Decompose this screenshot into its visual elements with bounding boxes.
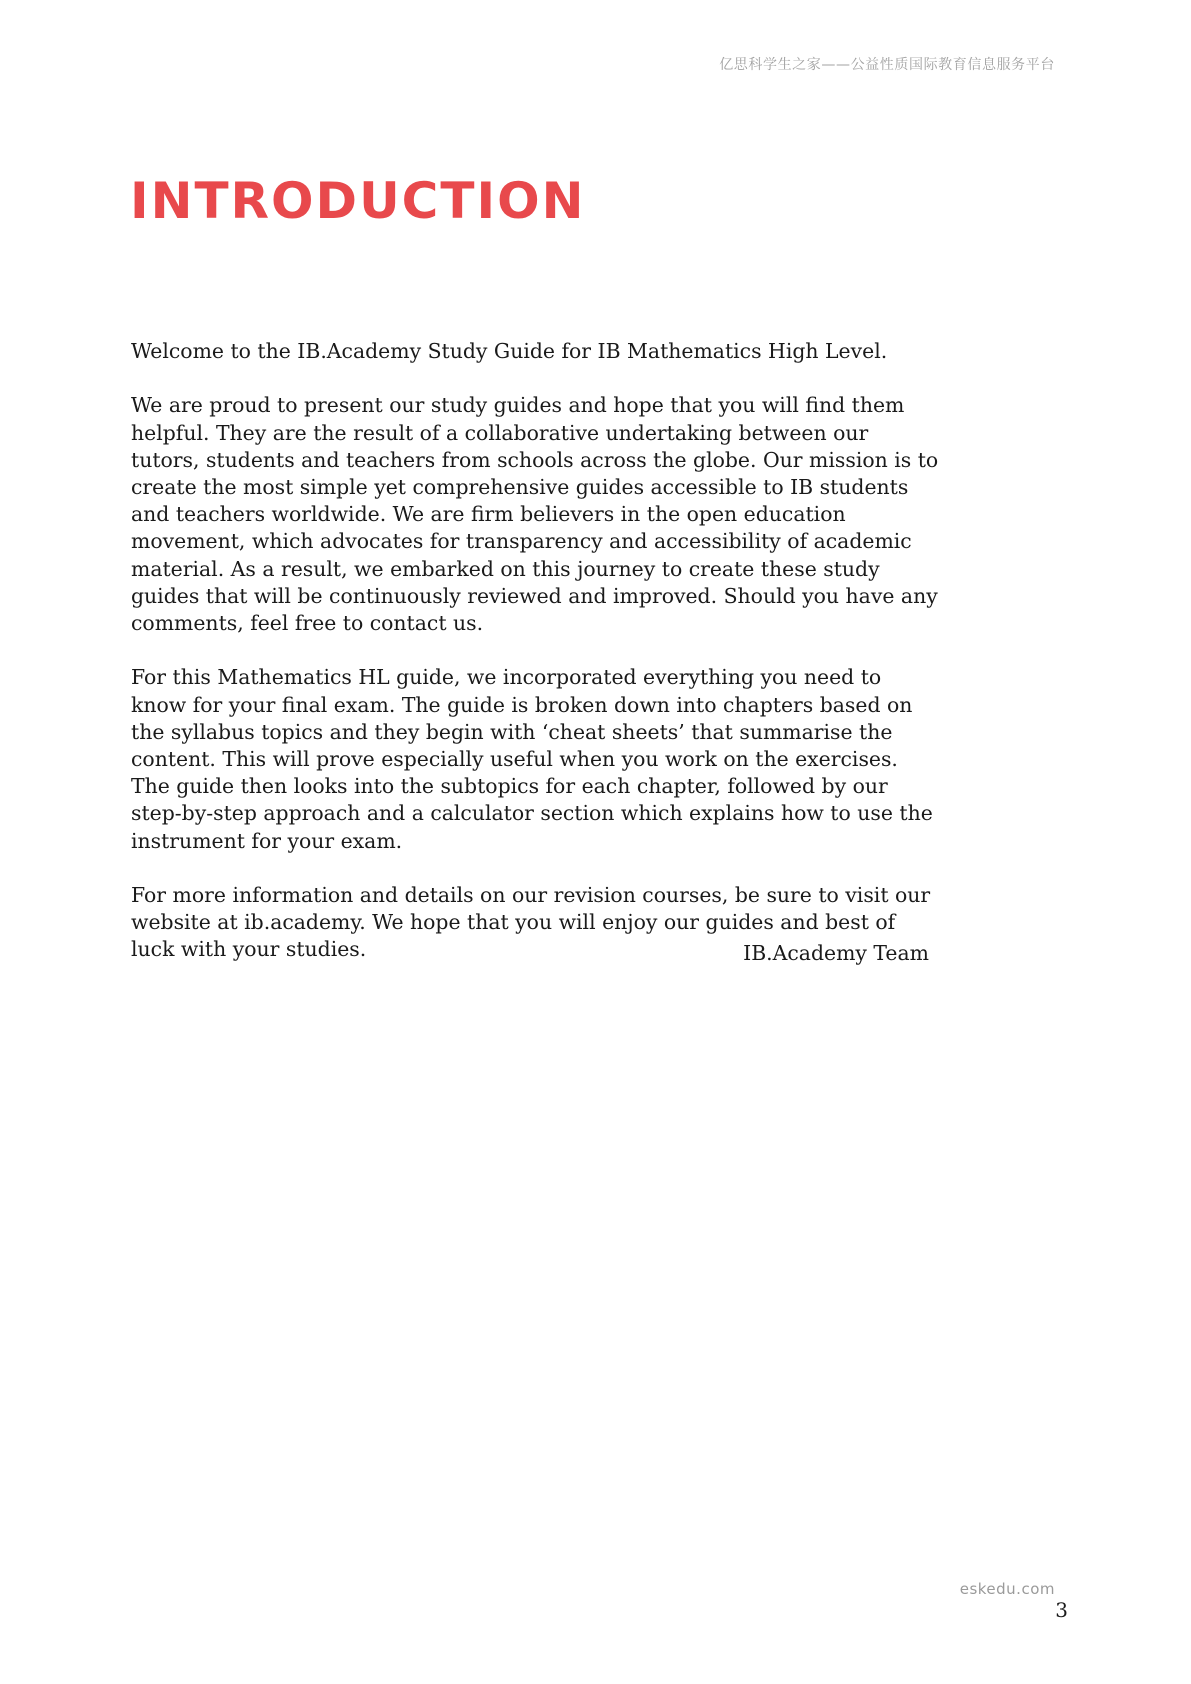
page-title: INTRODUCTION [130,172,586,230]
signature: IB.Academy Team [743,941,929,965]
header-banner: 亿思科学生之家——公益性质国际教育信息服务平台 [719,57,1055,73]
page-number: 3 [1055,1598,1068,1622]
footer-site-text: eskedu.com [959,1580,1055,1598]
paragraph-about-guides: We are proud to present our study guides and hope that you will find them helpful. They are the result of a collaborative undertaking between our tutors, students and teachers from schools across the globe. Our mission is to create the most simple yet comprehensive guides accessible to IB students and teachers worldwide. We are firm believers in the open education movement, which advocates for transparency and accessibility of academic material. As a result, we embarked on this journey to create these study guides that will be continuously reviewed and improved. Should you have any comments, feel free to contact us. [131,393,939,636]
paragraph-more-information: For more information and details on our revision courses, be sure to visit our website at ib.academy. We hope that you will enjoy our guides and best of luck with your studies. [131,883,931,962]
paragraph-guide-structure: For this Mathematics HL guide, we incorporated everything you need to know for your final exam. The guide is broken down into chapters based on the syllabus topics and they begin with ‘cheat sheets’ that summarise the content. This will prove especially useful when you work on the exercises. The guide then looks into the subtopics for each chapter, followed by our step-by-step approach and a calculator section which explains how to use the instrument for your exam. [131,665,933,853]
introduction-body [131,338,941,991]
paragraph-welcome: Welcome to the IB.Academy Study Guide for IB Mathematics High Level. [131,339,888,363]
